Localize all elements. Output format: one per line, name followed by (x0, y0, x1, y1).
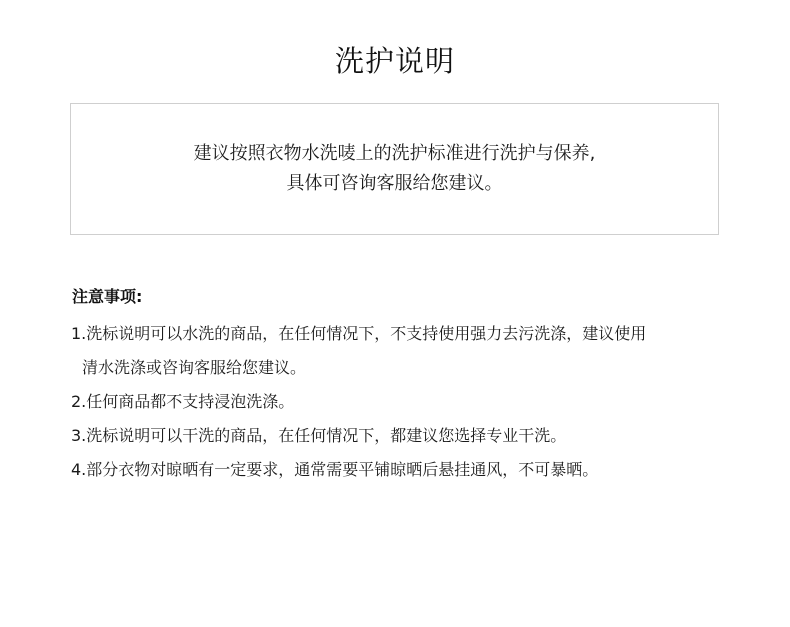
note-item-4: 4.部分衣物对晾晒有一定要求，通常需要平铺晾晒后悬挂通风，不可暴晒。 (71, 460, 599, 479)
care-intro-box (70, 103, 719, 235)
intro-line-2: 具体可咨询客服给您建议。 (286, 173, 503, 194)
note-item-1: 1.洗标说明可以水洗的商品，在任何情况下，不支持使用强力去污洗涤，建议使用 (71, 324, 647, 343)
page-title: 洗护说明 (334, 44, 455, 78)
notes-list (71, 317, 771, 487)
note-item-1-continued: 清水洗涤或咨询客服给您建议。 (82, 358, 307, 377)
note-item-2: 2.任何商品都不支持浸泡洗涤。 (71, 392, 295, 411)
notes-heading: 注意事项: (72, 287, 143, 306)
note-item-3: 3.洗标说明可以干洗的商品，在任何情况下，都建议您选择专业干洗。 (71, 426, 567, 445)
intro-line-1: 建议按照衣物水洗唛上的洗护标准进行洗护与保养, (193, 143, 596, 164)
